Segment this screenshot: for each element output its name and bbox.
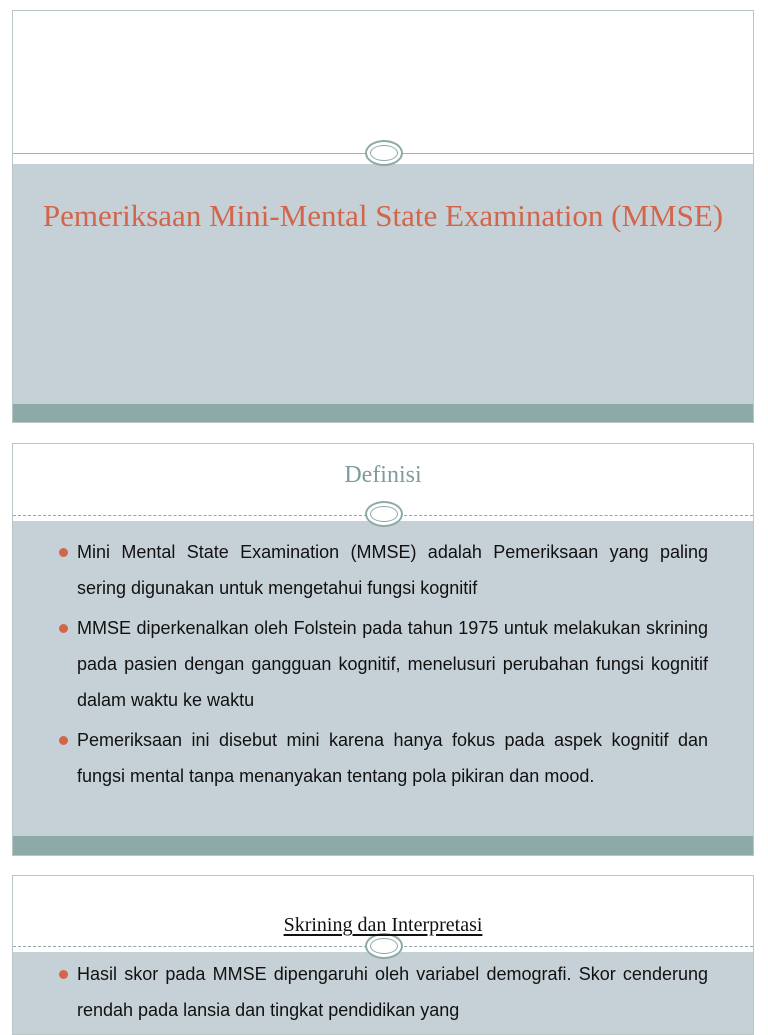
bullet-list [13,534,753,794]
bullet-item [13,722,753,794]
bullet-list [13,956,753,1028]
slide-definisi [12,443,754,856]
bullet-item [13,956,753,1028]
bullet-item [13,534,753,606]
bullet-item [13,610,753,718]
bullet-icon [59,970,68,979]
bullet-text: Hasil skor pada MMSE dipengaruhi oleh variabel demografi. Skor cenderung rendah pada lansia dan tingkat pendidikan yang [77,964,708,1020]
slide-skrining [12,875,754,1035]
bullet-text: Pemeriksaan ini disebut mini karena hanya fokus pada aspek kognitif dan fungsi mental tanpa menanyakan tentang pola pikiran dan mood. [77,730,708,786]
slide-title [12,10,754,423]
slide-heading: Skrining dan Interpretasi [283,914,483,936]
presentation-title: Pemeriksaan Mini-Mental State Examination (MMSE) [42,198,724,233]
slide-footer-bar [13,836,753,856]
bullet-text: MMSE diperkenalkan oleh Folstein pada tahun 1975 untuk melakukan skrining pada pasien dengan gangguan kognitif, menelusuri perubahan fungsi kognitif dalam waktu ke waktu [77,618,708,710]
divider-ornament-icon [365,140,403,166]
bullet-text: Mini Mental State Examination (MMSE) adalah Pemeriksaan yang paling sering digunakan untuk mengetahui fungsi kognitif [77,542,708,598]
slide-footer-bar [13,404,753,423]
bullet-icon [59,736,68,745]
bullet-icon [59,548,68,557]
bullet-icon [59,624,68,633]
slide-heading: Definisi [344,462,422,488]
divider-ornament-icon [365,501,403,527]
